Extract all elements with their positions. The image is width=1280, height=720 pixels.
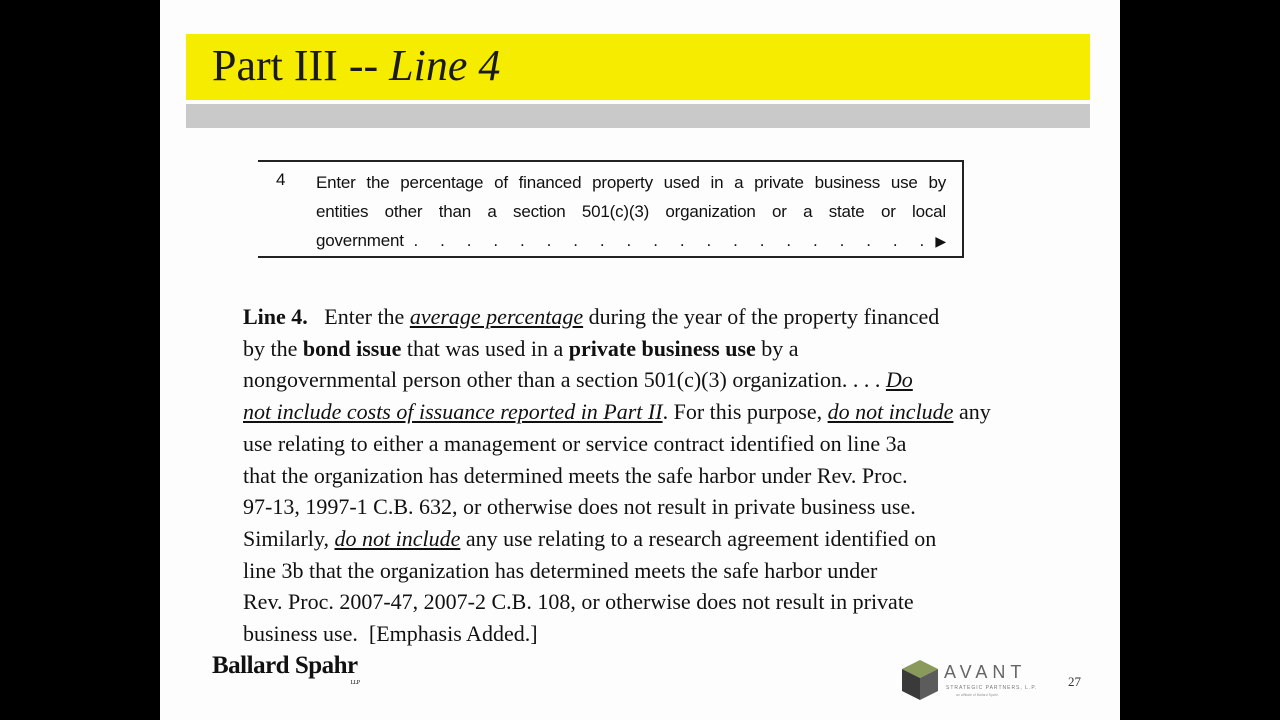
avant-logo: AVANT STRATEGIC PARTNERS, L.P. an affiliate of Ballard Spahr	[902, 660, 1032, 702]
form-line-text: Enter the percentage of financed property used in a private business use by entities other than a section 501(c)(3) organization or a state or local government . . . . . . . . . . . . . . . . . . . .▶	[316, 173, 947, 250]
title-underline-bar	[186, 104, 1090, 128]
slide-title: Part III -- Line 4	[212, 41, 501, 90]
instruction-text: Line 4. Enter the average percentage during the year of the property financed by the bond issue that was used in a private business use by a nongovernmental person other than a section 501(c)(3) organization. . . . Do not include costs of issuance reported in Part II. For this purpose, do not include any use relating to either a management or service contract identified on line 3a that the organization has determined meets the safe harbor under Rev. Proc. 97-13, 1997-1 C.B. 632, or otherwise does not result in private business use. Similarly, do not include any use relating to a research agreement identified on line 3b that the organization has determined meets the safe harbor under Rev. Proc. 2007-47, 2007-2 C.B. 108, or otherwise does not result in private business use. [Emphasis Added.]	[243, 304, 991, 647]
slide	[160, 0, 1120, 720]
form-line-number: 4	[276, 170, 286, 189]
ballard-spahr-logo: Ballard Spahr LLP	[212, 652, 360, 686]
cube-icon	[902, 660, 938, 700]
form-excerpt	[258, 160, 964, 258]
arrow-icon: ▶	[930, 233, 947, 249]
page-number: 27	[1068, 674, 1081, 689]
title-bar	[186, 34, 1090, 100]
